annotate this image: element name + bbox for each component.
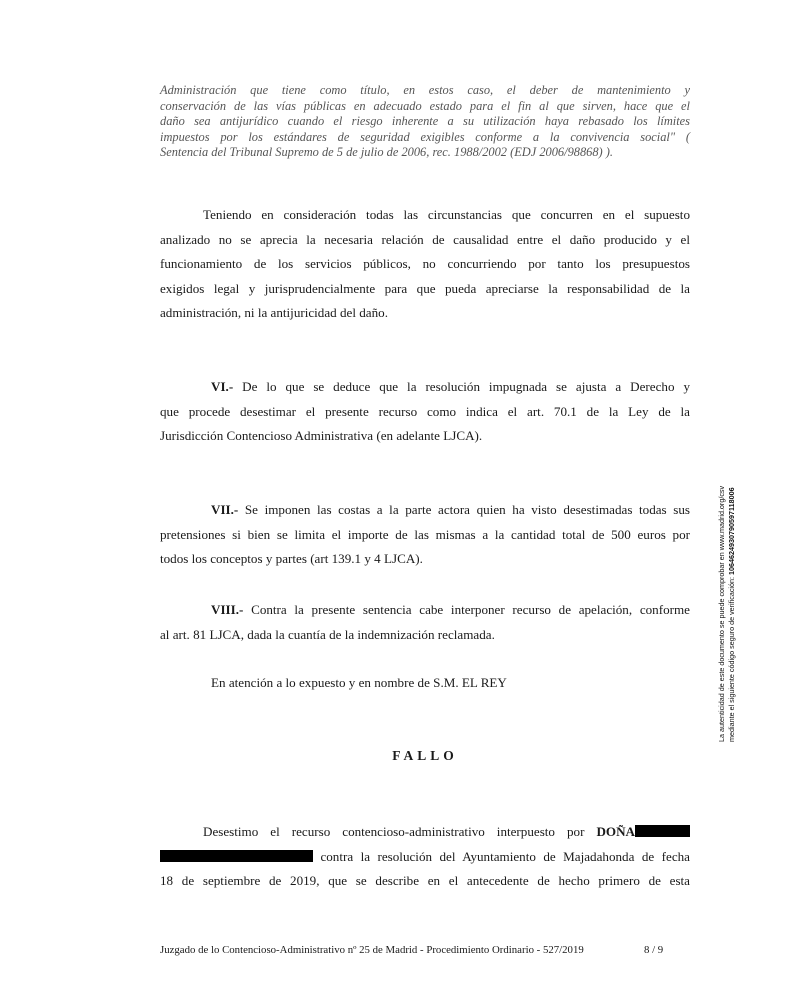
paragraph-line: todos los conceptos y partes (art 139.1 y 4 LJCA). [160, 551, 423, 567]
paragraph-line: Desestimo el recurso contencioso-administrativo interpuesto por [203, 824, 597, 839]
paragraph-fallo [160, 820, 690, 894]
verification-line: mediante el siguiente código seguro de verificación: [727, 574, 736, 742]
paragraph-line: De lo que se deduce que la resolución impugnada se ajusta a Derecho y [233, 379, 690, 394]
redaction-bar [160, 850, 313, 862]
paragraph-vii [160, 498, 690, 572]
quote-line: Sentencia del Tribunal Supremo de 5 de julio de 2006, rec. 1988/2002 (EDJ 2006/98868) ). [160, 145, 613, 160]
paragraph-line: contra la resolución del Ayuntamiento de Majadahonda de fecha [313, 848, 690, 864]
section-number: VIII.- [211, 602, 244, 617]
paragraph-line: Teniendo en consideración todas las circunstancias que concurren en el supuesto [203, 207, 690, 222]
verification-note [712, 462, 742, 742]
quote-line: Administración que tiene como título, en estos caso, el deber de mantenimiento y [160, 83, 690, 97]
paragraph-line: En atención a lo expuesto y en nombre de S.M. EL REY [211, 675, 507, 690]
verification-line: La autenticidad de este documento se puede comprobar en www.madrid.org/csv [717, 485, 726, 742]
paragraph-line: analizado no se aprecia la necesaria relación de causalidad entre el daño producido y el [160, 231, 690, 247]
paragraph-line: pretensiones si bien se limita el importe de las mismas a la cantidad total de 500 euros por [160, 526, 690, 542]
party-title: DOÑA [596, 824, 635, 839]
section-number: VII.- [211, 502, 239, 517]
paragraph-line: Se imponen las costas a la parte actora quien ha visto desestimadas todas sus [238, 502, 690, 517]
paragraph-viii [160, 598, 690, 647]
redaction-bar [635, 825, 690, 837]
verification-code: 1064624930790597118006 [727, 487, 736, 575]
quote-line: conservación de las vías públicas en adecuado estado para el fin al que sirven, hace que el [160, 98, 690, 113]
paragraph-line: funcionamiento de los servicios públicos, no concurriendo por tanto los presupuestos [160, 256, 690, 272]
paragraph-line: Jurisdicción Contencioso Administrativa (en adelante LJCA). [160, 428, 483, 444]
paragraph-line: administración, ni la antijuricidad del daño. [160, 305, 388, 321]
page-number: 8 / 9 [644, 944, 664, 956]
section-number: VI.- [211, 379, 234, 394]
paragraph-vi [160, 375, 690, 449]
paragraph-en-atencion [160, 671, 690, 696]
page-footer: Juzgado de lo Contencioso-Administrativo nº 25 de Madrid - Procedimiento Ordinario - 527/2019 [160, 944, 584, 956]
paragraph-line: que procede desestimar el presente recurso como indica el art. 70.1 de la Ley de la [160, 403, 690, 419]
paragraph-line: Contra la presente sentencia cabe interponer recurso de apelación, conforme [243, 602, 690, 617]
paragraph-causality [160, 203, 690, 326]
paragraph-line: 18 de septiembre de 2019, que se describe en el antecedente de hecho primero de esta [160, 873, 690, 889]
quoted-jurisprudence [160, 83, 690, 161]
paragraph-line: exigidos legal y jurisprudencialmente para que pueda apreciarse la responsabilidad de la [160, 280, 690, 296]
quote-line: impuestos por los estándares de seguridad exigibles conforme a la convivencia social" ( [160, 129, 690, 144]
paragraph-line: al art. 81 LJCA, dada la cuantía de la indemnización reclamada. [160, 626, 495, 642]
fallo-heading: FALLO [392, 748, 458, 763]
quote-line: daño sea antijurídico cuando el riesgo inherente a su utilización haya rebasado los límites [160, 114, 690, 129]
